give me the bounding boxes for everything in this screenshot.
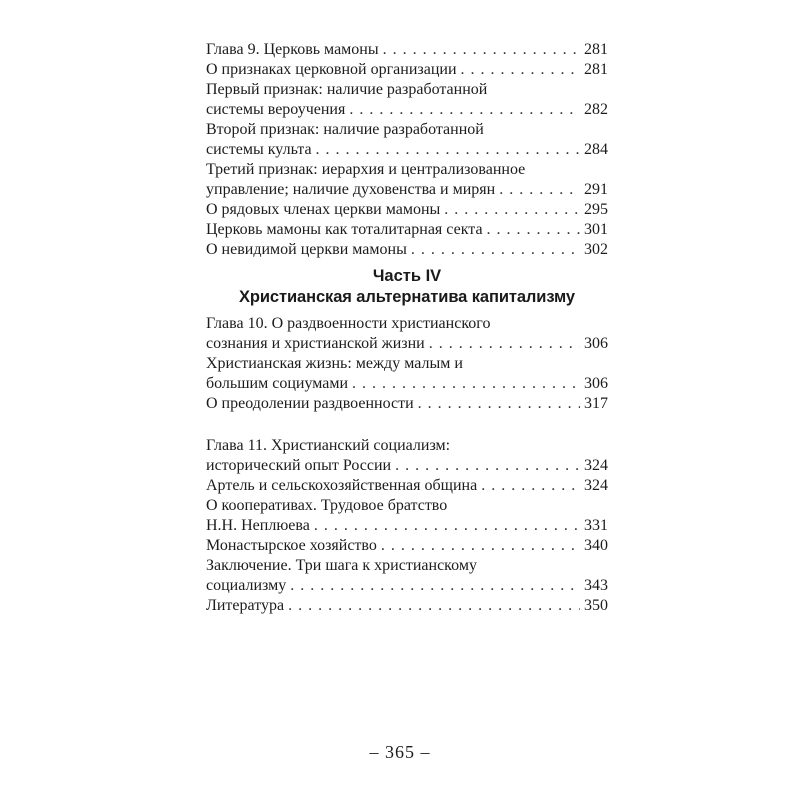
table-of-contents <box>206 40 608 616</box>
dot-leader <box>290 576 580 596</box>
toc-entry <box>206 120 608 160</box>
toc-entry-title-line: О признаках церковной организации <box>206 61 457 78</box>
toc-entry-title-line: О рядовых членах церкви мамоны <box>206 201 441 218</box>
toc-page-number: 324 <box>584 457 608 474</box>
toc-page-number: 324 <box>584 477 608 494</box>
dot-leader <box>487 220 580 240</box>
dot-leader <box>395 456 580 476</box>
toc-page-number: 281 <box>584 61 608 78</box>
dot-leader <box>314 516 580 536</box>
toc-entry <box>206 394 608 414</box>
dot-leader <box>352 374 580 394</box>
toc-entry <box>206 220 608 240</box>
toc-entry <box>206 160 608 200</box>
toc-entry-title-line: Н.Н. Неплюева <box>206 517 310 534</box>
toc-entry <box>206 354 608 394</box>
dot-leader <box>411 240 580 260</box>
toc-entry-title-line: Глава 11. Христианский социализм: <box>206 437 451 454</box>
dot-leader <box>461 60 581 80</box>
toc-entry-title-line: Первый признак: наличие разработанной <box>206 81 488 98</box>
toc-entry <box>206 536 608 556</box>
toc-entry-title-line: Монастырское хозяйство <box>206 537 377 554</box>
toc-entry-title-line: социализму <box>206 577 287 594</box>
toc-entry-title-line: системы культа <box>206 141 312 158</box>
toc-entry-title-line: Церковь мамоны как тоталитарная секта <box>206 221 483 238</box>
toc-page-number: 340 <box>584 537 608 554</box>
toc-page-number: 291 <box>584 181 608 198</box>
toc-page-number: 281 <box>584 41 608 58</box>
dot-leader <box>349 100 580 120</box>
toc-page-number: 331 <box>584 517 608 534</box>
toc-entry <box>206 436 608 476</box>
toc-entry <box>206 200 608 220</box>
toc-page-number: 317 <box>584 395 608 412</box>
toc-entry-title-line: О кооперативах. Трудовое братство <box>206 497 448 514</box>
part-subtitle: Христианская альтернатива капитализму <box>238 288 576 306</box>
page-number: – 365 – <box>369 742 431 762</box>
toc-entry-title-line: большим социумами <box>206 375 349 392</box>
toc-entry-title-line: О невидимой церкви мамоны <box>206 241 407 258</box>
toc-page-number: 301 <box>584 221 608 238</box>
toc-entry-title-line: системы вероучения <box>206 101 346 118</box>
chapter-9-section <box>206 40 608 260</box>
toc-page-number: 282 <box>584 101 608 118</box>
dot-leader <box>316 140 580 160</box>
dot-leader <box>444 200 580 220</box>
toc-page-number: 302 <box>584 241 608 258</box>
toc-entry-title-line: О преодолении раздвоенности <box>206 395 414 412</box>
toc-entry-title-line: Артель и сельскохозяйственная община <box>206 477 478 494</box>
toc-entry <box>206 596 608 616</box>
toc-entry <box>206 80 608 120</box>
toc-entry <box>206 476 608 496</box>
toc-entry-title-line: управление; наличие духовенства и мирян <box>206 181 496 198</box>
toc-entry <box>206 556 608 596</box>
dot-leader <box>499 180 580 200</box>
toc-entry-title-line: Христианская жизнь: между малым и <box>206 355 463 372</box>
part-heading <box>206 266 608 308</box>
toc-page-number: 350 <box>584 597 608 614</box>
toc-page-number: 295 <box>584 201 608 218</box>
dot-leader <box>429 334 580 354</box>
dot-leader <box>383 40 580 60</box>
toc-entry-title-line: Заключение. Три шага к христианскому <box>206 557 477 574</box>
part-title: Часть IV <box>372 267 442 285</box>
toc-entry-title-line: Третий признак: иерархия и централизованное <box>206 161 526 178</box>
toc-entry <box>206 496 608 536</box>
toc-entry <box>206 60 608 80</box>
toc-entry-title-line: сознания и христианской жизни <box>206 335 425 352</box>
toc-entry <box>206 314 608 354</box>
chapter-10-section <box>206 314 608 414</box>
toc-entry-title-line: Глава 10. О раздвоенности христианского <box>206 315 491 332</box>
dot-leader <box>288 596 580 616</box>
dot-leader <box>481 476 580 496</box>
toc-entry-title-line: Второй признак: наличие разработанной <box>206 121 484 138</box>
toc-page-number: 306 <box>584 375 608 392</box>
toc-entry-title-line: исторический опыт России <box>206 457 392 474</box>
toc-entry-title-line: Литература <box>206 597 285 614</box>
chapter-11-section <box>206 436 608 616</box>
toc-page-number: 284 <box>584 141 608 158</box>
toc-entry <box>206 40 608 60</box>
toc-page-number: 306 <box>584 335 608 352</box>
dot-leader <box>418 394 580 414</box>
toc-entry <box>206 240 608 260</box>
toc-entry-title-line: Глава 9. Церковь мамоны <box>206 41 379 58</box>
dot-leader <box>381 536 580 556</box>
toc-page-number: 343 <box>584 577 608 594</box>
